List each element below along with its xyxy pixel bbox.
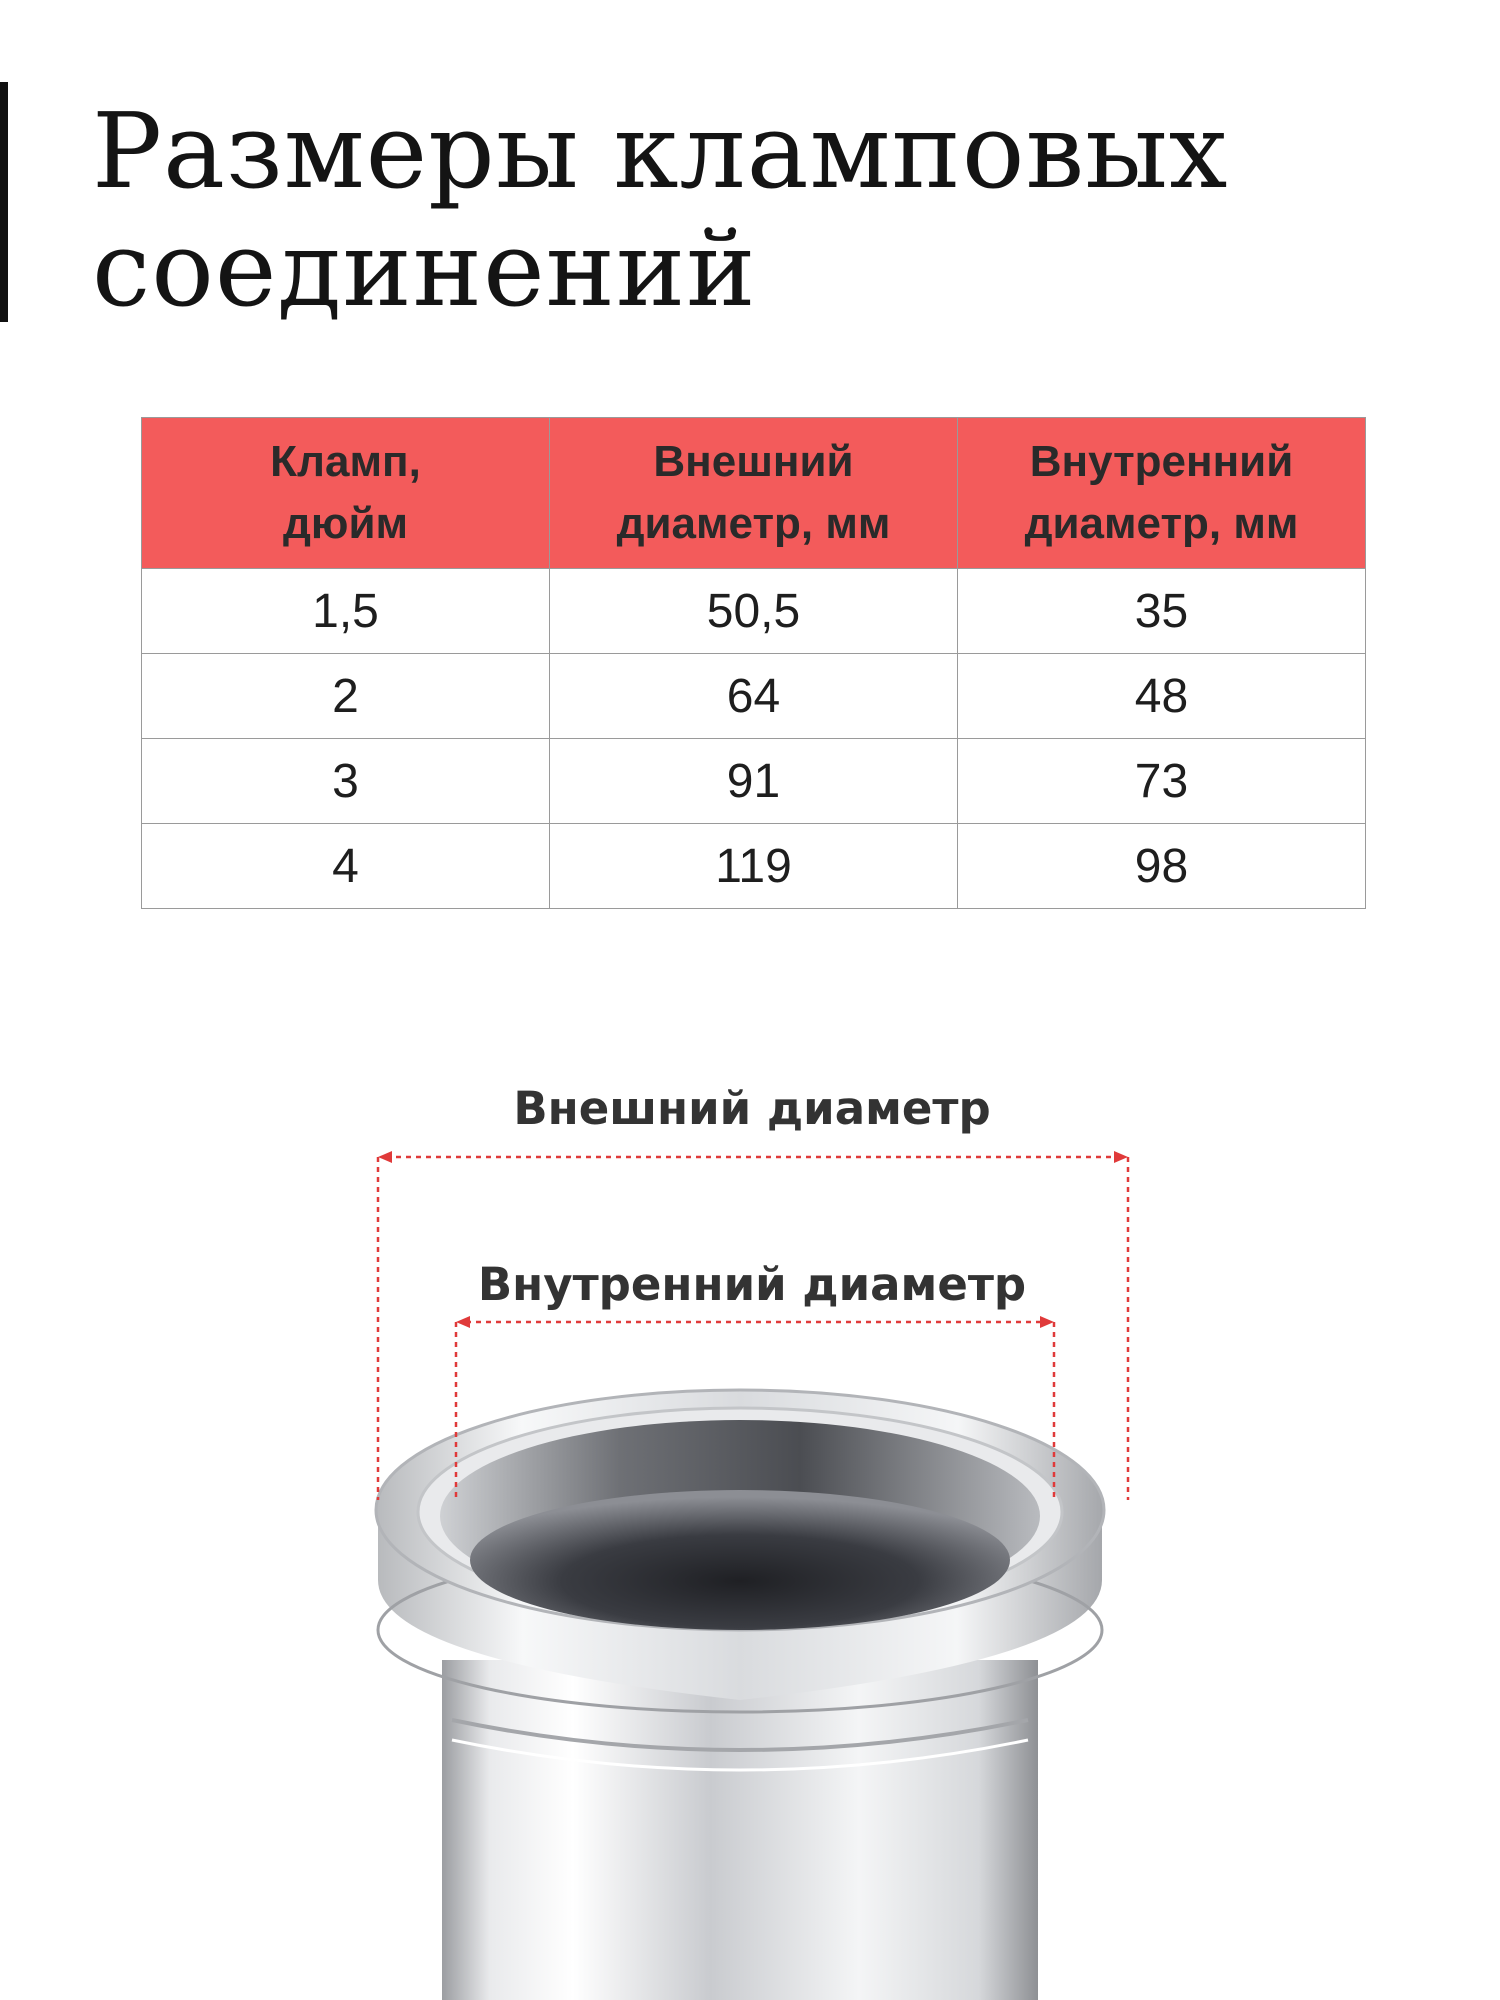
cell-outer: 91 bbox=[550, 739, 958, 824]
cell-clamp: 2 bbox=[142, 654, 550, 739]
cell-inner: 48 bbox=[958, 654, 1366, 739]
cell-inner: 98 bbox=[958, 824, 1366, 909]
dimension-arrows bbox=[378, 1151, 1128, 1328]
outer-arrow-left bbox=[378, 1151, 392, 1163]
page-title bbox=[92, 92, 1228, 328]
inner-diameter-label: Внутренний диаметр bbox=[477, 1258, 1027, 1311]
cell-inner: 35 bbox=[958, 569, 1366, 654]
table-row bbox=[142, 739, 1366, 824]
pipe-inner-depth bbox=[470, 1490, 1010, 1630]
table-row bbox=[142, 569, 1366, 654]
title-accent-bar bbox=[0, 82, 8, 322]
cell-outer: 50,5 bbox=[550, 569, 958, 654]
cell-inner: 73 bbox=[958, 739, 1366, 824]
header-clamp-inch: Кламп, дюйм bbox=[142, 418, 550, 569]
cell-outer: 64 bbox=[550, 654, 958, 739]
table-row bbox=[142, 824, 1366, 909]
outer-arrow-right bbox=[1114, 1151, 1128, 1163]
table-row bbox=[142, 654, 1366, 739]
page-title-line-1: Размеры кламповых bbox=[92, 90, 1229, 212]
cell-clamp: 3 bbox=[142, 739, 550, 824]
diameter-diagram bbox=[0, 1060, 1500, 2000]
clamp-sizes-table bbox=[141, 417, 1366, 909]
page-title-line-2: соединений bbox=[92, 208, 757, 330]
header-inner-diameter: Внутренний диаметр, мм bbox=[958, 418, 1366, 569]
cell-clamp: 1,5 bbox=[142, 569, 550, 654]
clamp-ferrule-icon bbox=[0, 1060, 1500, 2000]
table-header-row bbox=[142, 418, 1366, 569]
outer-diameter-label: Внешний диаметр bbox=[513, 1082, 991, 1135]
cell-clamp: 4 bbox=[142, 824, 550, 909]
header-outer-diameter: Внешний диаметр, мм bbox=[550, 418, 958, 569]
inner-arrow-right bbox=[1040, 1316, 1054, 1328]
cell-outer: 119 bbox=[550, 824, 958, 909]
inner-arrow-left bbox=[456, 1316, 470, 1328]
